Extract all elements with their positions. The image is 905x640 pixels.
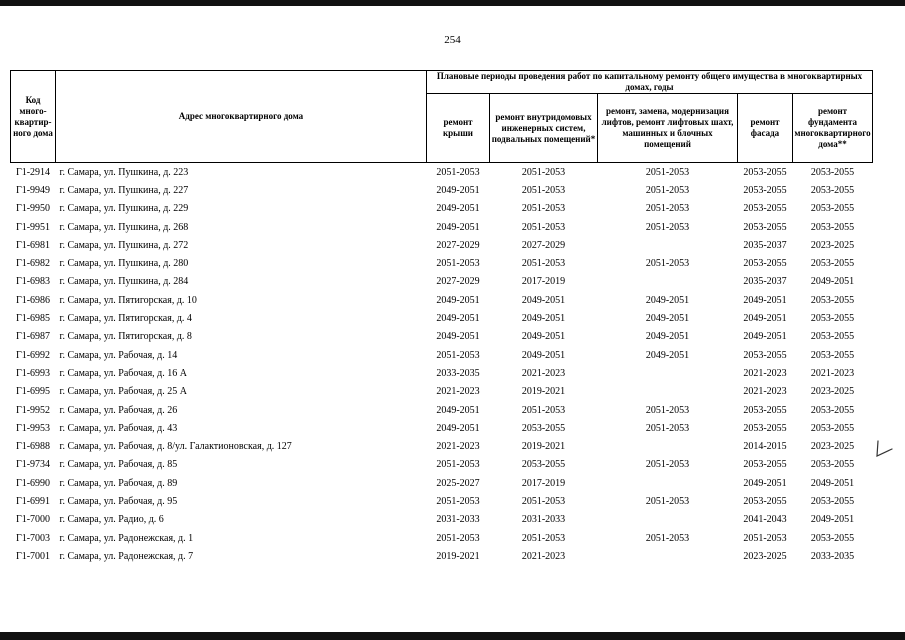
table-row [11, 254, 873, 272]
header-lifts: ремонт, замена, модернизация лифтов, ремонт лифтовых шахт, машинных и блочных помещений [598, 94, 738, 163]
row-foundation: 2053-2055 [810, 203, 855, 215]
row-roof: 2051-2053 [436, 495, 480, 507]
row-facade: 2053-2055 [743, 203, 787, 215]
row-systems: 2049-2051 [521, 331, 566, 343]
row-systems: 2019-2021 [521, 386, 566, 398]
row-lifts [598, 437, 738, 455]
row-lifts [598, 547, 738, 565]
scan-border-bottom [0, 632, 905, 640]
row-lifts [598, 511, 738, 529]
row-systems: 2049-2051 [521, 349, 566, 361]
table-row [11, 364, 873, 382]
table-row [11, 236, 873, 254]
row-systems: 2051-2053 [521, 404, 566, 416]
row-lifts: 2051-2053 [645, 532, 690, 544]
row-facade: 2049-2051 [743, 477, 787, 489]
row-lifts: 2051-2053 [645, 459, 690, 471]
row-code: Г1-6987 [15, 331, 51, 343]
row-address: г. Самара, ул. Пушкина, д. 227 [59, 184, 189, 196]
row-foundation: 2053-2055 [810, 331, 855, 343]
row-roof: 2025-2027 [436, 477, 480, 489]
row-roof: 2051-2053 [436, 166, 480, 178]
table-row [11, 291, 873, 309]
row-systems: 2049-2051 [521, 313, 566, 325]
row-facade: 2053-2055 [743, 258, 787, 270]
row-foundation: 2053-2055 [810, 495, 855, 507]
row-lifts: 2049-2051 [645, 349, 690, 361]
row-address: г. Самара, ул. Пятигорская, д. 8 [59, 331, 192, 343]
row-facade: 2021-2023 [743, 386, 787, 398]
row-roof: 2049-2051 [436, 184, 480, 196]
row-facade: 2049-2051 [743, 313, 787, 325]
row-systems: 2051-2053 [521, 532, 566, 544]
row-systems: 2019-2021 [521, 441, 566, 453]
row-roof: 2019-2021 [436, 550, 480, 562]
row-code: Г1-6995 [15, 386, 51, 398]
row-lifts: 2051-2053 [645, 166, 690, 178]
row-address: г. Самара, ул. Пушкина, д. 223 [59, 166, 189, 178]
row-systems: 2051-2053 [521, 221, 566, 233]
row-code: Г1-6992 [15, 349, 51, 361]
row-systems: 2017-2019 [521, 276, 566, 288]
row-facade: 2035-2037 [743, 276, 787, 288]
header-address: Адрес многоквартирного дома [56, 71, 427, 163]
row-facade: 2053-2055 [743, 422, 787, 434]
row-code: Г1-7003 [15, 532, 51, 544]
row-address: г. Самара, ул. Рабочая, д. 16 А [59, 367, 187, 379]
row-lifts [598, 236, 738, 254]
row-roof: 2031-2033 [436, 514, 480, 526]
table-row [11, 218, 873, 236]
row-address: г. Самара, ул. Рабочая, д. 14 [59, 349, 178, 361]
row-systems: 2049-2051 [521, 294, 566, 306]
row-lifts [598, 364, 738, 382]
row-foundation: 2053-2055 [810, 422, 855, 434]
row-facade: 2053-2055 [743, 166, 787, 178]
row-lifts: 2051-2053 [645, 404, 690, 416]
table-row [11, 273, 873, 291]
row-roof: 2021-2023 [436, 441, 480, 453]
row-address: г. Самара, ул. Пушкина, д. 268 [59, 221, 189, 233]
row-roof: 2051-2053 [436, 532, 480, 544]
header-systems: ремонт внутридомовых инженерных систем, подвальных помещений* [490, 94, 598, 163]
row-systems: 2031-2033 [521, 514, 566, 526]
row-systems: 2027-2029 [521, 239, 566, 251]
table-row [11, 547, 873, 565]
row-foundation: 2049-2051 [810, 514, 855, 526]
row-roof: 2049-2051 [436, 294, 480, 306]
row-code: Г1-2914 [15, 166, 51, 178]
row-lifts [598, 474, 738, 492]
table-row [11, 529, 873, 547]
row-facade: 2053-2055 [743, 221, 787, 233]
header-roof: ремонт крыши [427, 94, 490, 163]
row-facade: 2041-2043 [743, 514, 787, 526]
row-lifts [598, 273, 738, 291]
row-address: г. Самара, ул. Рабочая, д. 43 [59, 422, 178, 434]
table-row [11, 163, 873, 182]
row-facade: 2053-2055 [743, 184, 787, 196]
row-foundation: 2049-2051 [810, 276, 855, 288]
row-lifts: 2051-2053 [645, 422, 690, 434]
row-code: Г1-9734 [15, 459, 51, 471]
table-row [11, 474, 873, 492]
row-foundation: 2053-2055 [810, 258, 855, 270]
row-roof: 2051-2053 [436, 258, 480, 270]
table-row [11, 511, 873, 529]
row-address: г. Самара, ул. Рабочая, д. 26 [59, 404, 178, 416]
row-lifts: 2049-2051 [645, 331, 690, 343]
header-foundation: ремонт фундамента многоквартирного дома** [793, 94, 873, 163]
row-foundation: 2053-2055 [810, 166, 855, 178]
row-systems: 2051-2053 [521, 495, 566, 507]
row-address: г. Самара, ул. Радио, д. 6 [59, 514, 164, 526]
row-code: Г1-6985 [15, 313, 51, 325]
handwritten-check-icon [872, 438, 896, 462]
row-code: Г1-6993 [15, 367, 51, 379]
row-code: Г1-7000 [15, 514, 51, 526]
repair-schedule-table [10, 70, 873, 566]
row-systems: 2021-2023 [521, 550, 566, 562]
row-facade: 2053-2055 [743, 495, 787, 507]
row-foundation: 2053-2055 [810, 221, 855, 233]
row-roof: 2049-2051 [436, 404, 480, 416]
row-roof: 2033-2035 [436, 367, 480, 379]
row-code: Г1-9952 [15, 404, 51, 416]
row-roof: 2049-2051 [436, 422, 480, 434]
row-address: г. Самара, ул. Пушкина, д. 284 [59, 276, 189, 288]
row-address: г. Самара, ул. Рабочая, д. 95 [59, 495, 178, 507]
row-facade: 2021-2023 [743, 367, 787, 379]
row-address: г. Самара, ул. Пушкина, д. 229 [59, 203, 189, 215]
row-code: Г1-9949 [15, 184, 51, 196]
table-row [11, 328, 873, 346]
header-code: Код много-квартир-ного дома [11, 71, 56, 163]
row-address: г. Самара, ул. Радонежская, д. 1 [59, 532, 194, 544]
row-foundation: 2033-2035 [810, 550, 855, 562]
row-address: г. Самара, ул. Рабочая, д. 25 А [59, 386, 187, 398]
row-systems: 2051-2053 [521, 258, 566, 270]
table-row [11, 200, 873, 218]
table-body [11, 163, 873, 566]
row-address: г. Самара, ул. Пятигорская, д. 4 [59, 313, 192, 325]
row-roof: 2051-2053 [436, 459, 480, 471]
row-code: Г1-9953 [15, 422, 51, 434]
row-foundation: 2053-2055 [810, 404, 855, 416]
row-facade: 2023-2025 [743, 550, 787, 562]
row-code: Г1-9950 [15, 203, 51, 215]
row-systems: 2017-2019 [521, 477, 566, 489]
header-group: Плановые периоды проведения работ по капитальному ремонту общего имущества в многоквартирных домах, годы [427, 71, 873, 94]
row-systems: 2021-2023 [521, 367, 566, 379]
row-systems: 2051-2053 [521, 203, 566, 215]
row-address: г. Самара, ул. Пятигорская, д. 10 [59, 294, 197, 306]
header-facade: ремонт фасада [738, 94, 793, 163]
row-roof: 2049-2051 [436, 331, 480, 343]
row-systems: 2053-2055 [521, 422, 566, 434]
row-lifts: 2051-2053 [645, 203, 690, 215]
row-foundation: 2021-2023 [810, 367, 855, 379]
row-lifts: 2049-2051 [645, 313, 690, 325]
table-row [11, 419, 873, 437]
row-foundation: 2049-2051 [810, 477, 855, 489]
row-address: г. Самара, ул. Рабочая, д. 89 [59, 477, 178, 489]
row-foundation: 2053-2055 [810, 459, 855, 471]
row-code: Г1-6981 [15, 239, 51, 251]
row-roof: 2021-2023 [436, 386, 480, 398]
row-address: г. Самара, ул. Пушкина, д. 280 [59, 258, 189, 270]
row-foundation: 2053-2055 [810, 294, 855, 306]
row-foundation: 2053-2055 [810, 532, 855, 544]
row-roof: 2049-2051 [436, 313, 480, 325]
table-row [11, 456, 873, 474]
row-foundation: 2053-2055 [810, 184, 855, 196]
row-code: Г1-6991 [15, 495, 51, 507]
row-lifts: 2051-2053 [645, 258, 690, 270]
row-lifts: 2051-2053 [645, 221, 690, 233]
row-facade: 2035-2037 [743, 239, 787, 251]
row-systems: 2053-2055 [521, 459, 566, 471]
row-roof: 2051-2053 [436, 349, 480, 361]
row-lifts [598, 383, 738, 401]
row-foundation: 2023-2025 [810, 386, 855, 398]
row-facade: 2053-2055 [743, 349, 787, 361]
row-code: Г1-6983 [15, 276, 51, 288]
row-foundation: 2023-2025 [810, 239, 855, 251]
row-foundation: 2053-2055 [810, 349, 855, 361]
row-lifts: 2051-2053 [645, 495, 690, 507]
row-address: г. Самара, ул. Радонежская, д. 7 [59, 550, 194, 562]
table-row [11, 383, 873, 401]
row-roof: 2049-2051 [436, 203, 480, 215]
row-roof: 2027-2029 [436, 276, 480, 288]
row-address: г. Самара, ул. Рабочая, д. 85 [59, 459, 178, 471]
page-number: 254 [444, 34, 461, 46]
row-roof: 2049-2051 [436, 221, 480, 233]
row-facade: 2014-2015 [743, 441, 787, 453]
row-code: Г1-6990 [15, 477, 51, 489]
row-foundation: 2053-2055 [810, 313, 855, 325]
row-code: Г1-9951 [15, 221, 51, 233]
table-row [11, 346, 873, 364]
row-facade: 2049-2051 [743, 294, 787, 306]
row-lifts: 2049-2051 [645, 294, 690, 306]
row-code: Г1-6988 [15, 441, 51, 453]
table-row [11, 401, 873, 419]
row-facade: 2051-2053 [743, 532, 787, 544]
row-code: Г1-6986 [15, 294, 51, 306]
row-lifts: 2051-2053 [645, 184, 690, 196]
table-row [11, 181, 873, 199]
row-roof: 2027-2029 [436, 239, 480, 251]
row-systems: 2051-2053 [521, 184, 566, 196]
table-row [11, 492, 873, 510]
row-code: Г1-7001 [15, 550, 51, 562]
row-code: Г1-6982 [15, 258, 51, 270]
row-systems: 2051-2053 [521, 166, 566, 178]
row-foundation: 2023-2025 [810, 441, 855, 453]
table-row [11, 437, 873, 455]
row-address: г. Самара, ул. Пушкина, д. 272 [59, 239, 189, 251]
table-row [11, 309, 873, 327]
row-facade: 2049-2051 [743, 331, 787, 343]
scan-border-top [0, 0, 905, 6]
row-facade: 2053-2055 [743, 404, 787, 416]
row-address: г. Самара, ул. Рабочая, д. 8/ул. Галактионовская, д. 127 [59, 441, 292, 453]
row-facade: 2053-2055 [743, 459, 787, 471]
